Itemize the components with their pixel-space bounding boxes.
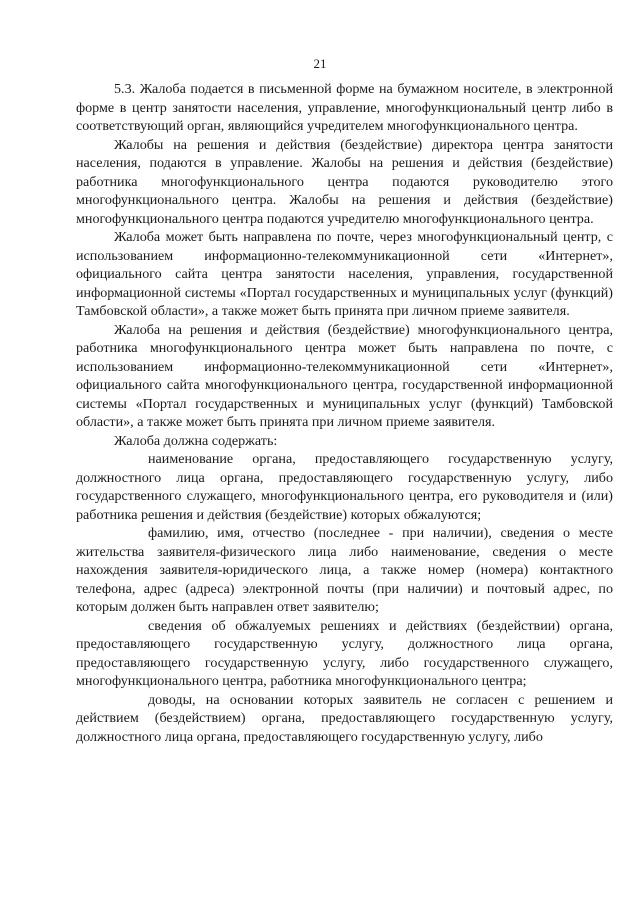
paragraph-complaint-contents-intro: Жалоба должна содержать: [114, 432, 278, 449]
page-number: 21 [313, 56, 327, 71]
paragraph-complaint-form: 5.3. Жалоба подается в письменной форме на бумажном носителе, в электронной форме в центр занятости населения, управление, многофункциональный центр либо в соответствующий орган, являющийся учредителем многофункционального центра. [76, 81, 613, 134]
list-item-applicant-details: фамилию, имя, отчество (последнее - при наличии), сведения о месте жительства заявителя-физического лица либо наименование, сведения о месте нахождения заявителя-юридического лица, а также номер (номера) контактного телефона, адрес (адреса) электронной почты (при наличии) и почтовый адрес, по которым должен быть направлен ответ заявителю; [76, 525, 613, 615]
list-item-arguments: доводы, на основании которых заявитель не согласен с решением и действием (бездействием) органа, предоставляющего государственную услугу, должностного лица органа, предоставляющего государственную услугу, либо [76, 691, 613, 745]
document-body [76, 80, 613, 746]
list-item-authority-name: наименование органа, предоставляющего государственную услугу, должностного лица органа, предоставляющего государственную услугу, либо государственного служащего, многофункционального центра, его руководителя и (или) работника решения и действия (бездействие) которых обжалуются; [76, 451, 613, 523]
list-item-appealed-decisions: сведения об обжалуемых решениях и действиях (бездействии) органа, предоставляющего государственную услугу, должностного лица органа, предоставляющего государственную услугу, либо государственного служащего, многофункционального центра, работника многофункционального центра; [76, 617, 613, 689]
paragraph-mfc-complaint-methods: Жалоба на решения и действия (бездействие) многофункционального центра, работника многофункционального центра может быть направлена по почте, с использованием информационно-телекоммуникационной сети «Интернет», официального сайта многофункционального центра, государственной информационной системы «Портал государственных и муниципальных услуг (функций) Тамбовской области», а также может быть принята при личном приеме заявителя. [76, 321, 613, 430]
paragraph-complaint-recipients: Жалобы на решения и действия (бездействие) директора центра занятости населения, подаются в управление. Жалобы на решения и действия (бездействие) работника многофункционального центра подаются руководителю этого многофункционального центра. Жалобы на решения и действия (бездействие) многофункционального центра подаются учредителю многофункционального центра. [76, 136, 613, 227]
paragraph-complaint-submission-methods: Жалоба может быть направлена по почте, через многофункциональный центр, с использованием информационно-телекоммуникационной сети «Интернет», официального сайта центра занятости населения, управления, государственной информационной системы «Портал государственных и муниципальных услуг (функций) Тамбовской области», а также может быть принята при личном приеме заявителя. [76, 229, 613, 319]
